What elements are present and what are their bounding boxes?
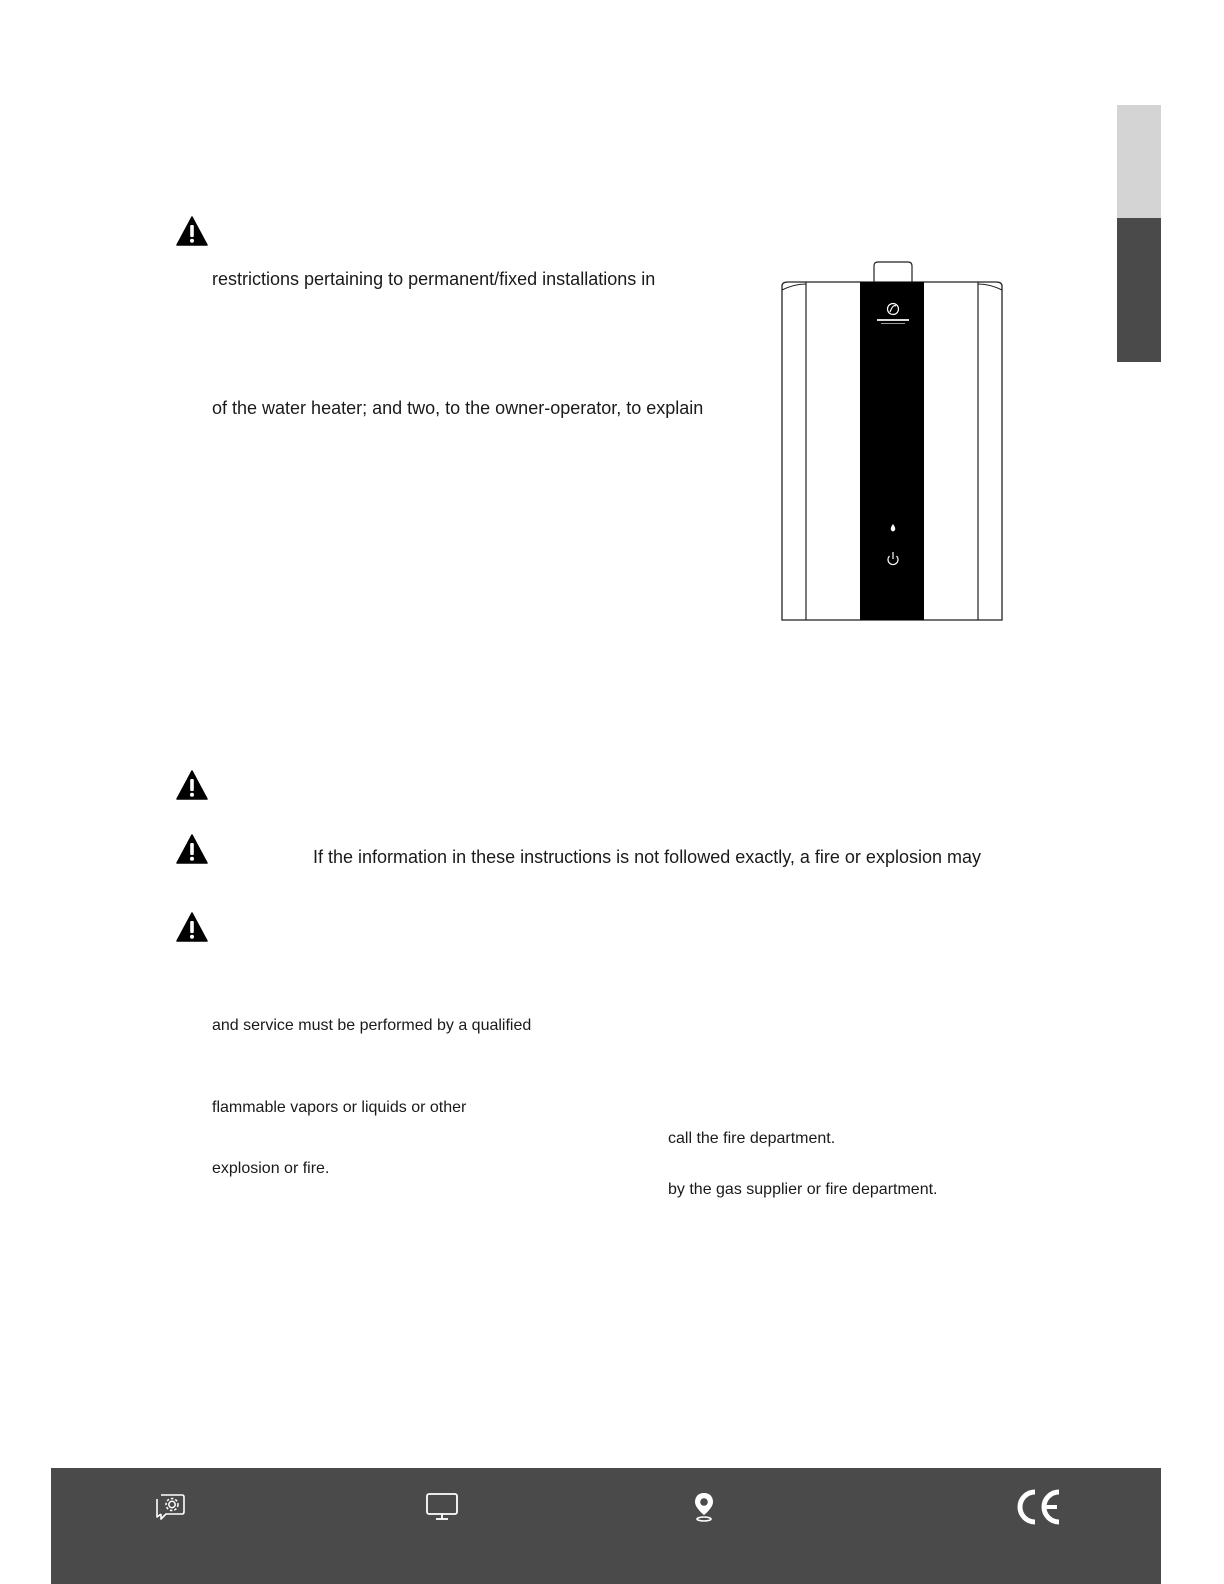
intro-line-2: of the water heater; and two, to the owner-operator, to explain (212, 398, 704, 418)
water-heater-illustration (778, 260, 1006, 624)
settings-chat-icon (152, 1490, 186, 1524)
intro-line-1: restrictions pertaining to permanent/fixed installations in (212, 269, 656, 289)
footer-bar (51, 1468, 1161, 1584)
side-tab-dark (1117, 218, 1161, 362)
ce-mark-icon (1015, 1488, 1063, 1526)
location-pin-icon (687, 1490, 721, 1524)
warning-triangle-icon (176, 770, 208, 800)
explosion-fire-text: explosion or fire. (212, 1160, 330, 1177)
call-fire-department-text: call the fire department. (668, 1130, 836, 1147)
flammable-vapors-text: flammable vapors or liquids or other (212, 1099, 467, 1116)
fire-explosion-warning-text: If the information in these instructions is not followed exactly, a fire or explosion may (313, 847, 981, 867)
warning-triangle-icon (176, 912, 208, 942)
gas-supplier-text: by the gas supplier or fire department. (668, 1181, 938, 1198)
service-qualified-text: and service must be performed by a qualified (212, 1017, 532, 1034)
monitor-icon (425, 1490, 459, 1524)
side-tab-light (1117, 105, 1161, 218)
warning-triangle-icon (176, 834, 208, 864)
warning-triangle-icon (176, 216, 208, 246)
